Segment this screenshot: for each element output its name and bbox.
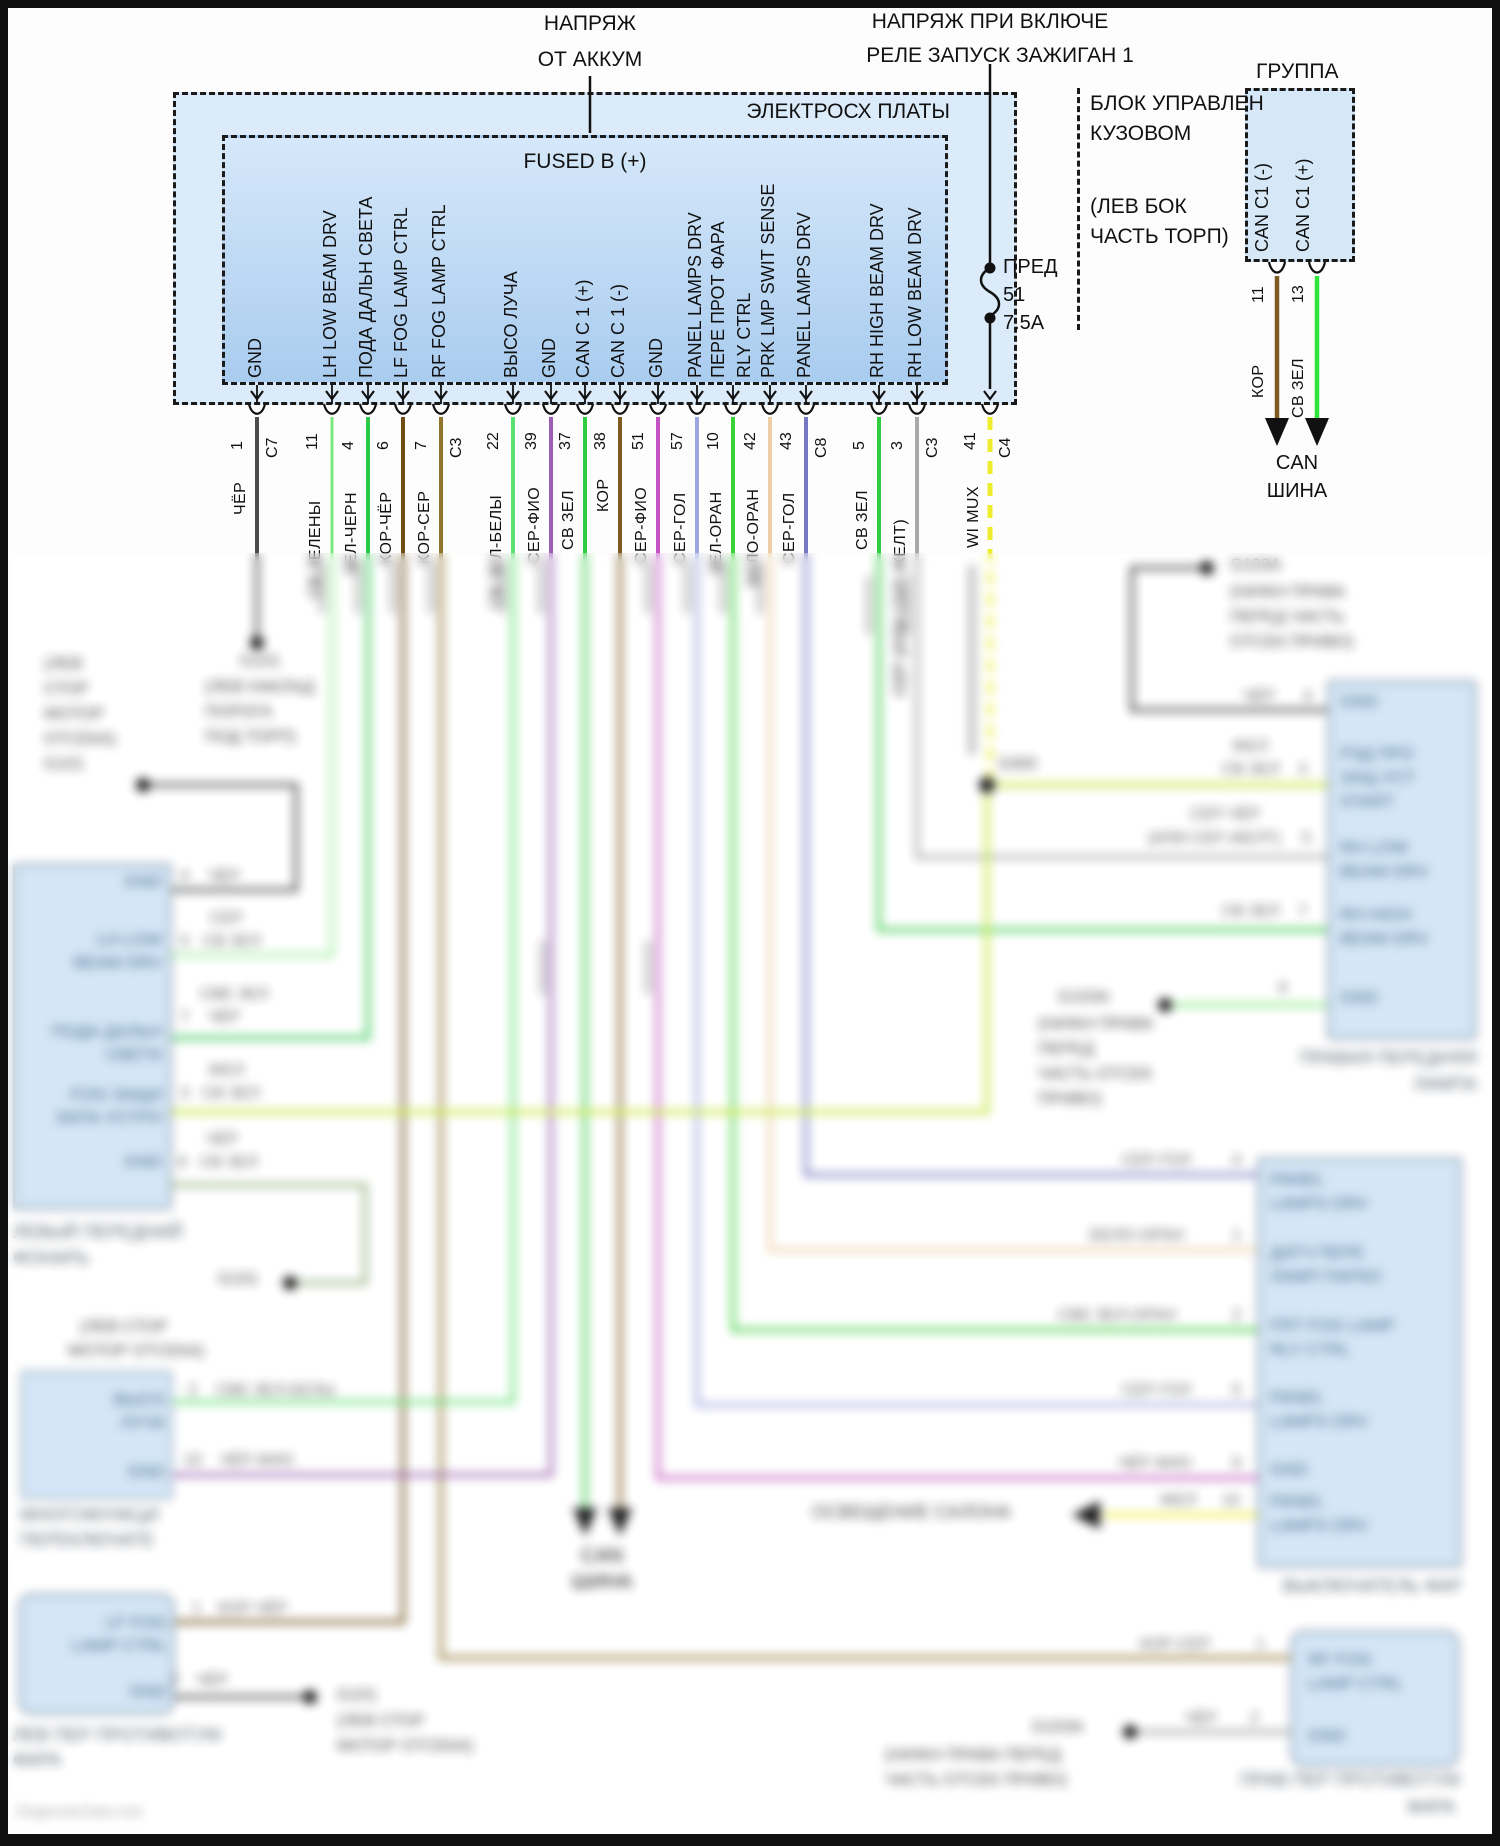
wire-leftlamp-gnd6 <box>172 1185 365 1283</box>
conn-label-c8: C8 <box>813 437 830 458</box>
box-caption: ПРАВ ПЕР ПРОТИВОТУМ <box>1239 1770 1460 1790</box>
wire-color-label: СЕР-ГОЛ <box>781 492 798 564</box>
wire-color: СВ ЗЕЛ <box>202 1085 260 1102</box>
wire-color: СЕР-ЧЁР <box>1190 806 1261 823</box>
watermark: DiagnosticData.com <box>17 1803 143 1819</box>
wire-color-label: СВ ЗЕЛ <box>560 490 577 550</box>
group-pin-num-13: 13 <box>1290 285 1307 303</box>
wire-pin-num: 2 <box>188 1382 197 1399</box>
can-bottom-arrow-brown-icon <box>608 1508 632 1536</box>
wire-pin-num: 5 <box>180 933 189 950</box>
wire-color-label: СЕР (ИЛИ СЕР-ЖЕЛТ) <box>892 518 909 696</box>
frame-right <box>1492 0 1500 1846</box>
ignition-feed-title-2: РЕЛЕ ЗАПУСК ЗАЖИГАН 1 <box>866 44 1134 67</box>
wire-code-smudge <box>684 562 690 614</box>
wire-color: СЕР-ГОЛ <box>1122 1382 1191 1399</box>
wire-pin-num: 7 <box>180 1009 189 1026</box>
wire-color-label: WI MUX <box>965 486 982 548</box>
wire-pin-num: 4 <box>1232 1152 1241 1169</box>
ground-label: ПРИВО) <box>1038 1090 1102 1108</box>
wire-pin-num: 5 <box>1302 830 1311 847</box>
wire-color: (ИЛИ СЕР-ЖЕЛТ) <box>1148 830 1281 847</box>
wire-color: ЧЁР-ФИО <box>220 1452 294 1469</box>
ground-label: ПЕРЕД <box>1038 1040 1095 1058</box>
wire-pin-num: 10 <box>184 1452 202 1469</box>
fuse-element-icon <box>981 268 999 316</box>
box-label: GND <box>1308 1726 1346 1745</box>
ground-dot-g103a-mid <box>1158 998 1172 1012</box>
box-label: СВЕТА <box>105 1045 162 1064</box>
wire-color: КОР-СЕР <box>1140 1636 1211 1653</box>
box-label: RLY CTRL <box>1270 1340 1351 1359</box>
ground-label: (ЛЕВ СТОР <box>337 1712 425 1730</box>
pin-num: 3 <box>889 441 906 450</box>
box-label: ЛАМП ПАРКО <box>1270 1267 1382 1286</box>
battery-feed-title-2: ОТ АККУМ <box>537 48 643 71</box>
pin-num: 39 <box>523 432 540 450</box>
ground-label-g103a-mid: G103A <box>1058 988 1110 1006</box>
wire-pin-num: 3 <box>1298 761 1307 778</box>
wire-pin-num: 5 <box>1232 1382 1241 1399</box>
can-bus-label-1: CAN <box>1275 452 1319 474</box>
ground-dot-g103a-top <box>1200 561 1214 575</box>
pin-label-gnd-51: GND <box>646 338 666 378</box>
ground-dot-g101-mid <box>283 1276 297 1290</box>
wire-pin-num: 1 <box>1256 1636 1265 1653</box>
box-label: RH HIGH <box>1340 905 1412 924</box>
ground-dot-g103a-bot <box>1123 1725 1137 1739</box>
group-title: ГРУППА <box>1256 60 1339 83</box>
wire-color: КОР-ЧЁР <box>218 1600 288 1617</box>
box-caption: ПЕРЕКЛЮЧАТЕ <box>20 1530 155 1550</box>
box-label: GND <box>129 1682 167 1701</box>
wire-pin-num: 2 <box>170 1672 179 1689</box>
pin-label-panel-lamps-43: PANEL LAMPS DRV <box>794 212 814 378</box>
pin-num: 6 <box>375 441 392 450</box>
wire-code-smudge <box>645 940 651 995</box>
wire-pin-num: 4 <box>1303 688 1312 705</box>
pin-label-gnd: GND <box>245 338 265 378</box>
ground-label: ЧАСТЬ ОТСЕК <box>1038 1065 1152 1083</box>
wire-color: СВ ЗЕЛ <box>200 1154 258 1171</box>
pin-num: 51 <box>630 432 647 450</box>
bcm-title-2: КУЗОВОМ <box>1090 122 1192 145</box>
box-label: LAMPS DRV <box>1270 1194 1368 1213</box>
pin-label-high-beam: ПОДА ДАЛЬН СВЕТА <box>356 196 376 378</box>
wire-pin-num: 9 <box>1232 1455 1241 1472</box>
box-label: LAMPS DRV <box>1270 1516 1368 1535</box>
board-label: ЭЛЕКТРОСХ ПЛАТЫ <box>746 100 950 123</box>
wire-code-smudge <box>428 562 434 614</box>
box-label: LH LOW <box>96 930 162 949</box>
ground-dot-g101-bot <box>303 1690 317 1704</box>
wire-code-smudge <box>866 575 872 635</box>
box-label: LF FOG <box>105 1613 167 1632</box>
wire-color: ЧЁР <box>1185 1710 1218 1727</box>
box-caption: ВЫКЛЮЧАТЕЛЬ ФАР <box>1282 1576 1462 1596</box>
box-label: RF FOG <box>1308 1650 1373 1669</box>
ground-label-g101-bot: G101 <box>337 1686 378 1704</box>
box-label: FOG ЗАЩИ <box>70 1085 162 1104</box>
pin-num: 41 <box>962 432 979 450</box>
box-caption: ФОНАРЬ <box>13 1248 90 1268</box>
battery-feed-title-1: НАПРЯЖ <box>543 12 637 35</box>
group-pin-num-11: 11 <box>1250 286 1267 303</box>
wire-color-label: СВ ЗЕЛ-БЕЛЫ <box>488 494 505 608</box>
wire-color-label: БЕЛО-ОРАН <box>745 488 762 586</box>
pin-num: 57 <box>669 432 686 450</box>
frame-left <box>0 0 8 1846</box>
wire-color: ЖЕЛ <box>208 1062 244 1079</box>
box-label: ЗАЩ УСТ <box>1340 768 1416 787</box>
can-bus-arrow-right-icon <box>1305 418 1329 446</box>
conn-label-c4: C4 <box>997 437 1014 458</box>
wire-color-label: ЗЕЛ-ОРАН <box>708 491 725 575</box>
wire-panel-lamps-1 <box>806 417 1257 1175</box>
bcm-title-1: БЛОК УПРАВЛЕН <box>1090 92 1264 115</box>
pin-num: 5 <box>851 441 868 450</box>
ground-label: ПЕРЕД ЧАСТЬ <box>1230 608 1345 626</box>
wire-color: ЧЁР <box>196 1672 229 1689</box>
wire-color: ЖЕЛ <box>1160 1492 1196 1509</box>
ground-label: ПОРОГА <box>205 703 273 721</box>
box-caption: ЛЕВ ПЕР ПРОТИВОТУМ <box>13 1725 222 1745</box>
ground-label: СТОР <box>44 680 89 698</box>
pin-num: 10 <box>705 432 722 450</box>
box-label: LAMP CTRL <box>71 1636 167 1655</box>
wire-color: ЧЁР <box>208 1009 241 1026</box>
pin-label-rh-high: RH HIGH BEAM DRV <box>867 203 887 378</box>
ground-label-g103a-bot: G103A <box>1032 1718 1084 1736</box>
wire-pin-num: 9 <box>1278 980 1287 997</box>
box-label: PANEL <box>1270 1170 1325 1189</box>
wire-color: ЧЁР <box>208 868 241 885</box>
wire-color: СВ ЗЕЛ <box>1222 903 1280 920</box>
fuse-rating: 7.5A <box>1003 312 1045 334</box>
box-label: START <box>1340 792 1395 811</box>
wire-pin-num: 4 <box>180 868 189 885</box>
box-label: LAMPS DRV <box>1270 1412 1368 1431</box>
ground-label: (ЛЕВ <box>44 655 83 673</box>
wire-color-label: СВ ЗЕЛЕНЫ <box>307 500 324 598</box>
pin-num: 38 <box>592 432 609 450</box>
can-bottom-arrow-green-icon <box>573 1508 597 1536</box>
pin-num: 11 <box>304 433 321 450</box>
ground-label-g101-mid: G101 <box>218 1270 259 1288</box>
pin-label-lf-fog: LF FOG LAMP CTRL <box>391 207 411 378</box>
box-label: BEAM DRV <box>1340 929 1429 948</box>
box-label: RH LOW <box>1340 838 1408 857</box>
box-label: GND <box>127 1462 165 1481</box>
ground-label: (НИЖН ПРАВА <box>1230 583 1346 601</box>
conn-label-c7: C7 <box>264 437 281 458</box>
right-front-lamp-box <box>1327 680 1477 1040</box>
box-label: FRT FOG LAMP <box>1270 1316 1396 1335</box>
wire-pin-num: 3 <box>180 1085 189 1102</box>
ground-label-g101-top: G101 <box>240 652 281 670</box>
box-caption: ПРАВАЯ ПЕРЕДНЯЯ <box>1299 1048 1477 1068</box>
wire-color-label: КОР-ЧЁР <box>378 491 395 564</box>
wire-code-smudge <box>538 562 544 614</box>
wire-color: СВЕ ЗЕЛ-ОРАН <box>1058 1307 1176 1324</box>
ground-label: МОТОР ОТСЕКА) <box>68 1342 205 1360</box>
ground-label: (ЛЕВ НАКЛАД <box>205 678 315 696</box>
interior-lighting-label: ОСВЕЩЕНИЕ САЛОНА <box>812 1502 1011 1522</box>
wire-color-label: КОР-СЕР <box>416 490 433 564</box>
box-label: LAMP CTRL <box>1308 1674 1404 1693</box>
ground-label: ОТСЕКА) <box>44 730 116 748</box>
can-bus-arrow-left-icon <box>1265 418 1289 446</box>
ground-label: (НИЖН ПРАВА <box>1038 1015 1154 1033</box>
box-label: ПОДА ДАЛЬН <box>51 1022 162 1041</box>
wire-code-smudge <box>968 565 976 755</box>
box-label: BEAM DRV <box>1340 862 1429 881</box>
wire-pin-num: 1 <box>192 1600 201 1617</box>
box-label: BEAM DRV <box>73 953 162 972</box>
wire-color-label: СЕР-ГОЛ <box>672 492 689 564</box>
wire-pin-num: 1 <box>1232 1227 1241 1244</box>
pin-label-vyso-lucha: ВЫСО ЛУЧА <box>501 271 521 378</box>
frame-top <box>0 0 1500 8</box>
pin-num: 4 <box>340 441 357 450</box>
fuse-name: ПРЕД <box>1003 256 1058 278</box>
wire-color: ЖЕЛ <box>1232 738 1268 755</box>
ground-dot-g101-left <box>136 778 150 792</box>
pin-num: 22 <box>485 432 502 450</box>
box-label: GND <box>1270 1460 1308 1479</box>
ground-label: (ЛЕВ СТОР <box>80 1318 168 1336</box>
wire-color: СВЕ ЗЕЛ <box>200 986 269 1003</box>
wire-color-label: ЗЕЛ-ЧЕРН <box>343 492 360 575</box>
ground-label: ЧАСТЬ ОТСЕК ПРИВО) <box>885 1771 1068 1789</box>
group-wire-color-2: СВ ЗЕЛ <box>1290 358 1307 418</box>
pin-num: 1 <box>229 441 246 450</box>
box-label: ЗАПА УСТРО <box>55 1108 162 1127</box>
ground-label: ПОД ТОРП) <box>205 728 296 746</box>
ground-label: ОТСЕК ПРИВО) <box>1230 633 1354 651</box>
wire-color: СЕР-ГОЛ <box>1122 1152 1191 1169</box>
wire-pin-num: 7 <box>1298 903 1307 920</box>
pin-label-can-plus: CAN C 1 (+) <box>573 279 593 378</box>
group-wire-color-1: КОР <box>1250 364 1267 398</box>
box-label: GND <box>124 872 162 891</box>
wire-pin-num: 2 <box>1232 1307 1241 1324</box>
wire-color-label: СВ ЗЕЛ <box>854 490 871 550</box>
box-label: ВЫСО <box>113 1390 165 1409</box>
ground-label-g103a-top: G103A <box>1230 556 1282 574</box>
box-caption: МНОГОФУНКЦИ <box>20 1505 159 1525</box>
wire-color: ЧЁР <box>1243 688 1276 705</box>
wire-color-label: СЕР-ФИО <box>633 486 650 564</box>
pin-label-rf-fog: RF FOG LAMP CTRL <box>429 204 449 378</box>
wire-color-label: СЕР-ФИО <box>526 486 543 564</box>
can-bus-label-2: ШИНА <box>1266 480 1328 502</box>
wire-panel-lamps-2 <box>697 417 1257 1405</box>
fuse-number: 51 <box>1003 284 1026 306</box>
can-bus-bottom-2: ШИНА <box>571 1571 633 1593</box>
pin-label-gnd-39: GND <box>539 338 559 378</box>
pin-num: 42 <box>742 432 759 450</box>
pin-num: 43 <box>778 432 795 450</box>
group-pin-label-can-minus: CAN C1 (-) <box>1252 163 1272 252</box>
wire-pin-num: 2 <box>1250 1710 1259 1727</box>
box-label: PANEL <box>1270 1388 1325 1407</box>
wire-code-smudge <box>390 562 396 614</box>
wire-color: СВ ЗЕЛ <box>1222 761 1280 778</box>
can-bus-bottom-1: CAN <box>580 1545 624 1567</box>
wire-color: СВ ЗЕЛ <box>203 933 261 950</box>
pin-label-prk-sense: PRK LMP SWIT SENSE <box>758 183 778 378</box>
box-caption: ФАРА <box>13 1750 62 1770</box>
box-label: ЛУЧА <box>120 1413 165 1432</box>
ground-label: МОТОР ОТСЕКА) <box>337 1737 474 1755</box>
frame-bottom <box>0 1834 1500 1846</box>
box-caption: ЛАМПА <box>1413 1074 1477 1094</box>
ground-label: МОТОР <box>44 705 104 723</box>
bcm-location-1: (ЛЕВ БОК <box>1090 195 1187 218</box>
wire-rh-high-beam <box>879 417 1327 930</box>
wire-fog-rly-ctrl <box>733 417 1257 1330</box>
group-pin-label-can-plus: CAN C1 (+) <box>1293 158 1313 252</box>
interior-lighting-arrow-icon <box>1072 1501 1100 1529</box>
wire-code-smudge <box>540 940 546 995</box>
wire-color: СЕР <box>210 910 243 927</box>
box-label: РЗД ПРО <box>1340 744 1414 763</box>
box-label: GND <box>1340 692 1378 711</box>
wire-pin-num: 6 <box>178 1154 187 1171</box>
wire-color: БЕЛО-ОРАН <box>1090 1227 1184 1244</box>
splice-dot-s300 <box>979 777 995 793</box>
wire-color-label: КОР <box>595 478 612 512</box>
pin-label-panel-lamps-57: PANEL LAMPS DRV <box>685 212 705 378</box>
ground-dot-g101-top <box>250 636 264 650</box>
pin-num: 7 <box>413 441 430 450</box>
wire-pin-num: 10 <box>1222 1492 1240 1509</box>
box-caption: ФАРА <box>1406 1797 1455 1817</box>
box-label: PANEL <box>1270 1492 1325 1511</box>
fused-b-label: FUSED B (+) <box>523 150 647 173</box>
pin-label-fog-rly-1: ПЕРЕ ПРОТ ФАРА <box>708 221 728 378</box>
pin-label-lh-low: LH LOW BEAM DRV <box>320 210 340 378</box>
ignition-feed-title-1: НАПРЯЖ ПРИ ВКЛЮЧЕ <box>871 10 1109 33</box>
wire-color-label: ЧЁР <box>232 481 249 515</box>
wire-code-smudge <box>645 562 651 614</box>
pin-num: 37 <box>557 432 574 450</box>
box-label: GND <box>1340 988 1378 1007</box>
ground-label: G101 <box>44 755 85 773</box>
splice-label-s300: S300 <box>998 755 1037 773</box>
box-caption: ЛЕВЫЙ ПЕРЕДНИЙ <box>13 1222 183 1242</box>
wire-color: ЧЁР <box>206 1131 239 1148</box>
wire-color: ЧЁР-ФИО <box>1118 1455 1192 1472</box>
bcm-location-2: ЧАСТЬ ТОРП) <box>1090 225 1229 248</box>
ground-label: (НИЖН ПРАВА ПЕРЕД <box>885 1746 1061 1764</box>
conn-label-c3b: C3 <box>924 437 941 458</box>
pin-label-fog-rly-2: RLY CTRL <box>734 292 754 378</box>
wire-color: СВЕ ЗЕЛ-БЕЛЫ <box>216 1382 336 1399</box>
conn-label-c3a: C3 <box>448 437 465 458</box>
pin-label-rh-low: RH LOW BEAM DRV <box>905 207 925 378</box>
box-label: GND <box>124 1152 162 1171</box>
pin-label-can-minus: CAN C 1 (-) <box>608 284 628 378</box>
box-label: ДАТЧ ПЕРЕ <box>1270 1243 1365 1262</box>
